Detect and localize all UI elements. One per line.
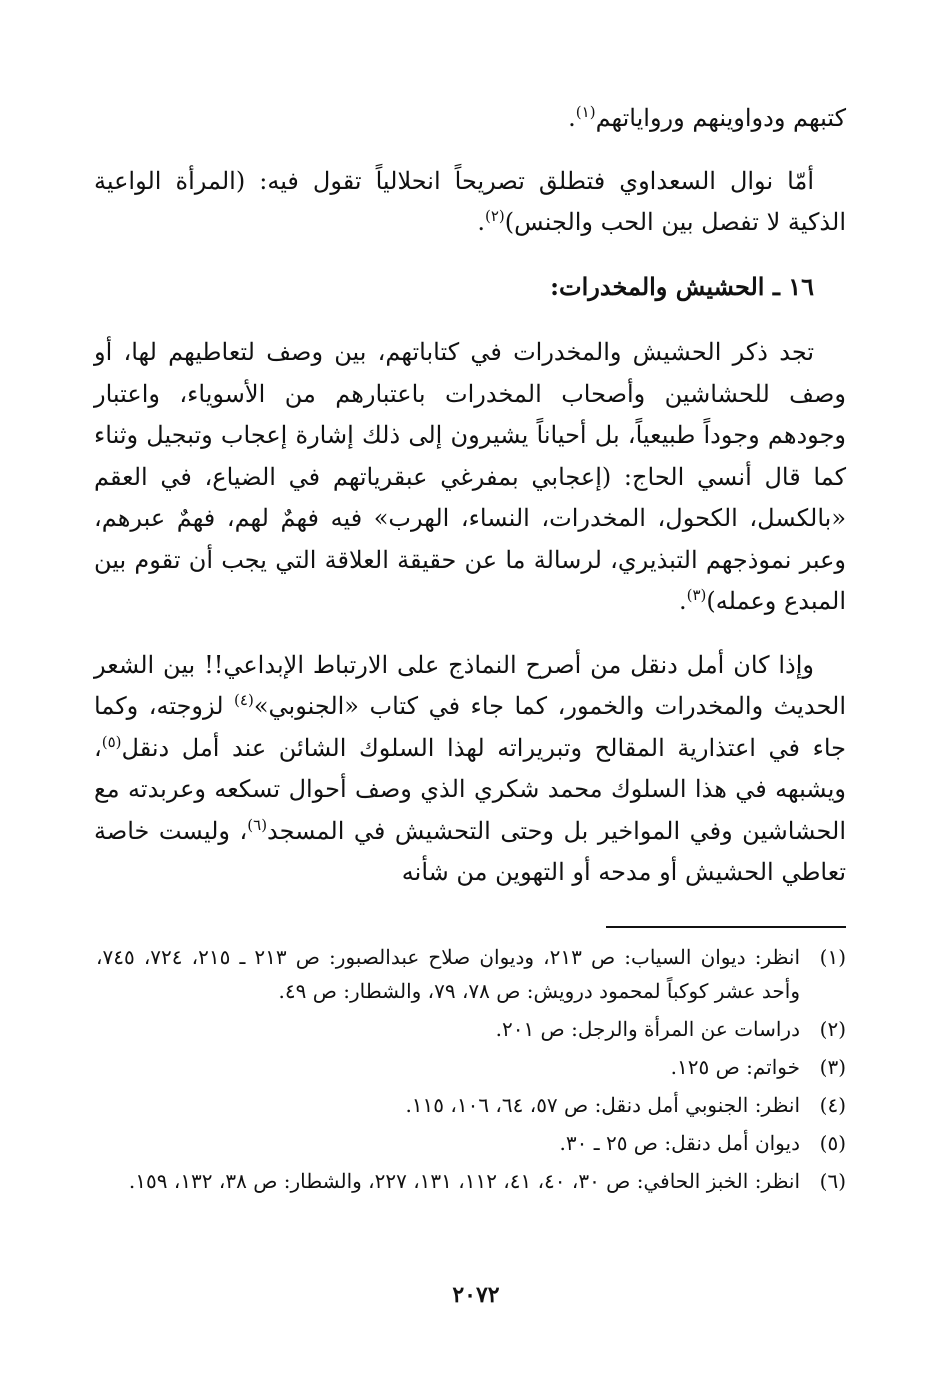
main-text (94, 98, 846, 894)
footnote-text: دراسات عن المرأة والرجل: ص ٢٠١. (495, 1017, 800, 1041)
paragraph-amal-dunqul: وإذا كان أمل دنقل من أصرح النماذج على الارتباط الإبداعي!! بين الشعر الحديث والمخدرات والخمور، كما جاء في كتاب «الجنوبي»$^{(٤)}$ لزوجته، وكما جاء في اعتذارية المقالح وتبريراته لهذا السلوك الشائن عند أمل دنقل$^{(٥)}$، ويشبهه في هذا السلوك محمد شكري الذي وصف أحوال تسكعه وعربدته مع الحشاشين وفي المواخير بل وحتى التحشيش في المسجد$^{(٦)}$، وليست خاصة تعاطي الحشيش أو مدحه أو التهوين من شأنه (94, 650, 846, 886)
section-heading: ١٦ ـ الحشيش والمخدرات: (550, 271, 814, 301)
footnote-number: (٦) (819, 1169, 846, 1193)
footnotes-list (96, 940, 846, 1202)
footnote-number: (٤) (819, 1093, 846, 1117)
paragraph-hashish: تجد ذكر الحشيش والمخدرات في كتاباتهم، بين وصف لتعاطيهم لها، أو وصف للحشاشين وأصحاب المخدرات باعتبارهم من الأسوياء، واعتبار وجودهم وجوداً طبيعياً، بل أحياناً يشيرون إلى ذلك إشارة إعجاب وتبجيل وثناء كما قال أنسي الحاج: (إعجابي بمفرغي عبقرياتهم في الضياع، في العقم «بالكسل، الكحول، المخدرات، النساء، الهرب» فيه فهمٌ لهم، فهمٌ عبرهم، وعبر نموذجهم التبذيري، لرسالة ما عن حقيقة العلاقة التي يجب أن تقوم بين المبدع وعمله)$^{(٣)}$. (94, 338, 846, 615)
footnote-ref-2[interactable]: (٢) (484, 207, 505, 225)
footnote-divider (606, 926, 846, 928)
footnote-number: (٣) (819, 1055, 846, 1079)
footnote-ref-1[interactable]: (١) (575, 103, 596, 121)
footnote-item (96, 1088, 846, 1122)
footnote-item (96, 1126, 846, 1160)
footnote-text: انظر: ديوان السياب: ص ٢١٣، وديوان صلاح عبدالصبور: ص ٢١٣ ـ ٢١٥، ٧٢٤، ٧٤٥، وأحد عشر كوكباً لمحمود درويش: ص ٧٨، ٧٩، والشطار: ص ٤٩. (96, 945, 801, 1003)
paragraph-nawal-saadawi: أمّا نوال السعداوي فتطلق تصريحاً انحلالياً تقول فيه: (المرأة الواعية الذكية لا تفصل بين الحب والجنس)$^{(٢)}$. (94, 166, 846, 236)
footnote-ref-4[interactable]: (٤) (234, 691, 254, 709)
footnote-text: خواتم: ص ١٢٥. (670, 1055, 800, 1079)
footnote-item (96, 1012, 846, 1046)
page-number: ٢٠٧٢ (452, 1282, 500, 1308)
footnote-number: (٢) (819, 1017, 846, 1041)
footnote-item (96, 1164, 846, 1198)
footnote-text: انظر: الخبز الحافي: ص ٣٠، ٤٠، ٤١، ١١٢، ١٣١، ٢٢٧، والشطار: ص ٣٨، ١٣٢، ١٥٩. (128, 1169, 800, 1193)
footnote-ref-5[interactable]: (٥) (101, 732, 122, 751)
footnote-text: ديوان أمل دنقل: ص ٢٥ ـ ٣٠. (559, 1131, 800, 1155)
footnote-ref-6[interactable]: (٦) (247, 815, 268, 834)
footnote-text: انظر: الجنوبي أمل دنقل: ص ٥٧، ٦٤، ١٠٦، ١١٥. (405, 1093, 800, 1117)
footnote-number: (١) (819, 945, 846, 969)
footnote-number: (٥) (819, 1131, 846, 1155)
footnote-ref-3[interactable]: (٣) (686, 586, 707, 604)
paragraph-continuation: كتبهم ودواوينهم ورواياتهم$^{(١)}$. (568, 103, 846, 132)
footnote-item (96, 940, 846, 1008)
footnote-item (96, 1050, 846, 1084)
